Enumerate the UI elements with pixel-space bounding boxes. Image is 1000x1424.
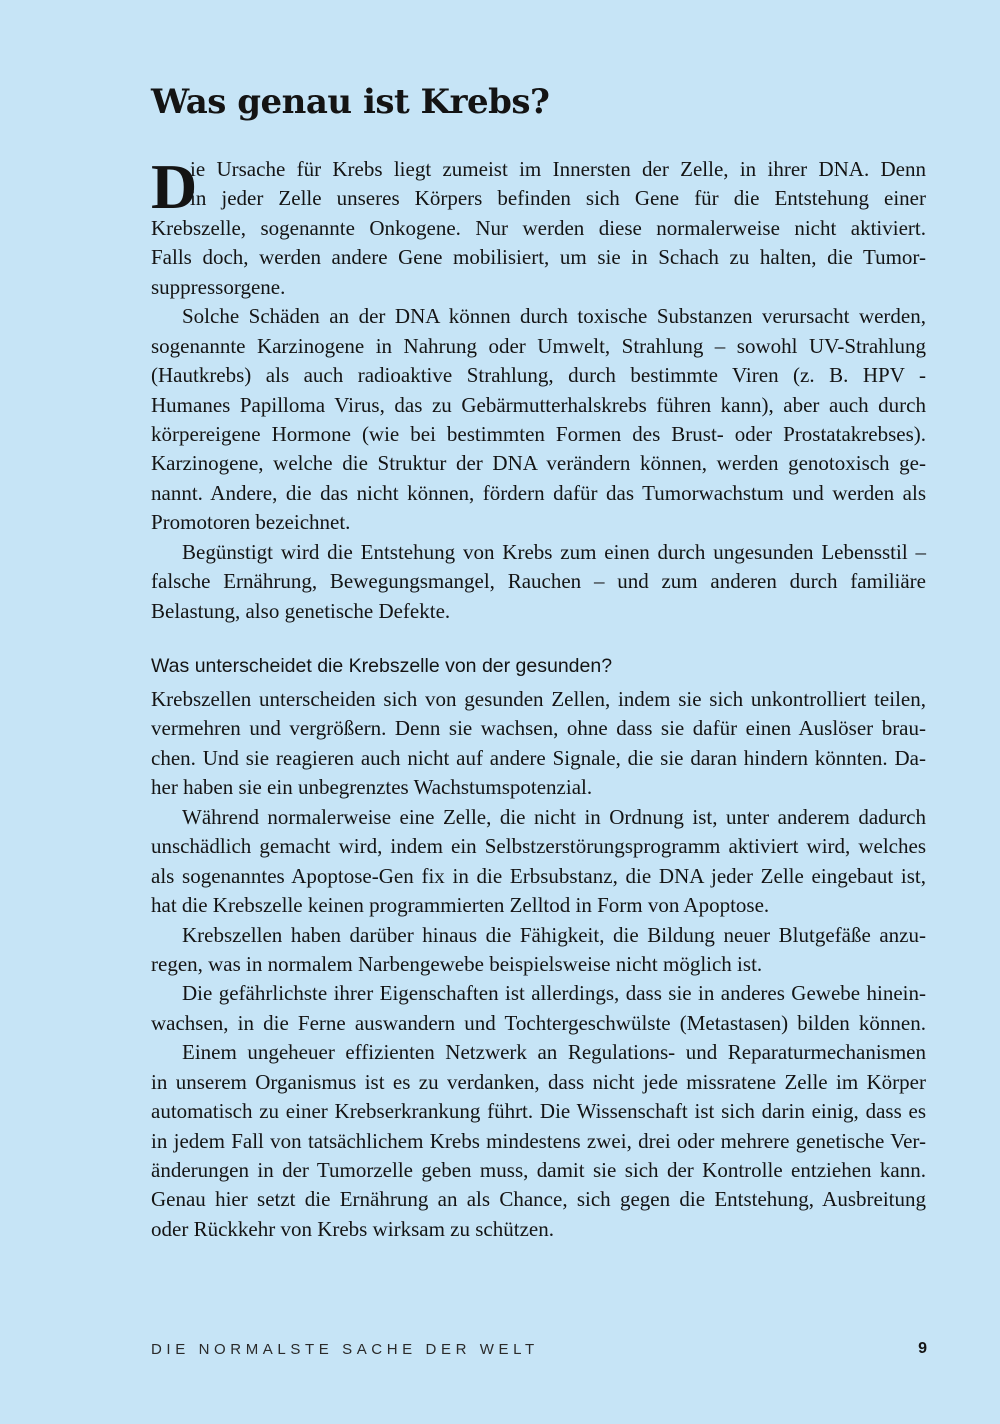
running-footer: DIE NORMALSTE SACHE DER WELT: [151, 1341, 539, 1358]
text-line: regen, was in normalem Narbengewebe beispielsweise nicht möglich ist.: [151, 951, 763, 976]
text-line: Krebszellen unterscheiden sich von gesunden Zellen, indem sie sich unkontrolliert teilen,: [151, 687, 926, 711]
text-line: in unserem Organismus ist es zu verdanken, dass nicht jede missratene Zelle im Körper: [151, 1069, 926, 1094]
text-line: Humanes Papilloma Virus, das zu Gebärmutterhalskrebs führen kann), aber auch durch: [151, 392, 926, 417]
text-line: in jedem Fall von tatsächlichem Krebs mindestens zwei, drei oder mehrere genetische Ver-: [151, 1128, 926, 1153]
text-line: Einem ungeheuer effizienten Netzwerk an Regulations- und Reparaturmechanismen: [182, 1040, 926, 1065]
text-line: wachsen, in die Ferne auswandern und Tochtergeschwülste (Metastasen) bilden können.: [151, 1010, 926, 1035]
text-line: Promotoren bezeichnet.: [151, 510, 351, 535]
text-line: als sogenanntes Apoptose-Gen fix in die Erbsubstanz, die DNA jeder Zelle eingebaut ist,: [151, 863, 926, 888]
text-line: Krebszelle, sogenannte Onkogene. Nur werden diese normalerweise nicht aktiviert.: [151, 215, 926, 240]
text-line: nannt. Andere, die das nicht können, fördern dafür das Tumorwachstum und werden als: [151, 480, 926, 505]
text-line: in jeder Zelle unseres Körpers befinden sich Gene für die Entstehung einer: [190, 186, 926, 211]
text-line: Falls doch, werden andere Gene mobilisiert, um sie in Schach zu halten, die Tumor-: [151, 245, 926, 270]
text-line: falsche Ernährung, Bewegungsmangel, Rauchen – und zum anderen durch familiäre: [151, 569, 926, 594]
text-line: Belastung, also genetische Defekte.: [151, 598, 451, 623]
section-text: [151, 685, 926, 1244]
text-line: chen. Und sie reagieren auch nicht auf andere Signale, die sie daran hindern könnten. Da-: [151, 745, 926, 770]
page-number: 9: [918, 1340, 927, 1357]
text-line: Solche Schäden an der DNA können durch toxische Substanzen verursacht werden,: [182, 304, 926, 329]
text-line: Während normalerweise eine Zelle, die nicht in Ordnung ist, unter anderem dadurch: [182, 804, 926, 829]
drop-cap: D: [151, 151, 198, 222]
text-line: unschädlich gemacht wird, indem ein Selbstzerstörungsprogramm aktiviert wird, welches: [151, 834, 926, 859]
section-heading: Was unterscheidet die Krebszelle von der gesunden?: [151, 655, 613, 677]
text-line: Karzinogene, welche die Struktur der DNA verändern können, werden genotoxisch ge-: [151, 451, 926, 476]
text-line: ie Ursache für Krebs liegt zumeist im Innersten der Zelle, in ihrer DNA. Denn: [190, 157, 926, 181]
text-line: suppressorgene.: [151, 274, 286, 299]
text-line: vermehren und vergrößern. Denn sie wachsen, ohne dass sie dafür einen Auslöser brau-: [151, 716, 926, 741]
text-line: änderungen in der Tumorzelle geben muss, damit sie sich der Kontrolle entziehen kann.: [151, 1158, 926, 1182]
text-line: her haben sie ein unbegrenztes Wachstumspotenzial.: [151, 775, 593, 800]
text-line: Die gefährlichste ihrer Eigenschaften ist allerdings, dass sie in anderes Gewebe hinein-: [182, 981, 926, 1006]
text-line: Begünstigt wird die Entstehung von Krebs zum einen durch ungesunden Lebensstil –: [182, 539, 926, 564]
text-line: (Hautkrebs) als auch radioaktive Strahlung, durch bestimmte Viren (z. B. HPV -: [151, 363, 926, 388]
text-line: körpereigene Hormone (wie bei bestimmten Formen des Brust- oder Prostatakrebses).: [151, 421, 926, 446]
text-line: Krebszellen haben darüber hinaus die Fähigkeit, die Bildung neuer Blutgefäße anzu-: [182, 922, 926, 947]
text-line: sogenannte Karzinogene in Nahrung oder Umwelt, Strahlung – sowohl UV-Strahlung: [151, 333, 926, 358]
text-line: hat die Krebszelle keinen programmierten Zelltod in Form von Apoptose.: [151, 893, 770, 918]
page-title: Was genau ist Krebs?: [151, 82, 550, 122]
text-line: automatisch zu einer Krebserkrankung führt. Die Wissenschaft ist sich darin einig, dass es: [151, 1099, 926, 1124]
text-line: Genau hier setzt die Ernährung an als Chance, sich gegen die Entstehung, Ausbreitung: [151, 1187, 926, 1212]
text-line: oder Rückkehr von Krebs wirksam zu schützen.: [151, 1216, 554, 1241]
intro-text: [151, 151, 926, 626]
